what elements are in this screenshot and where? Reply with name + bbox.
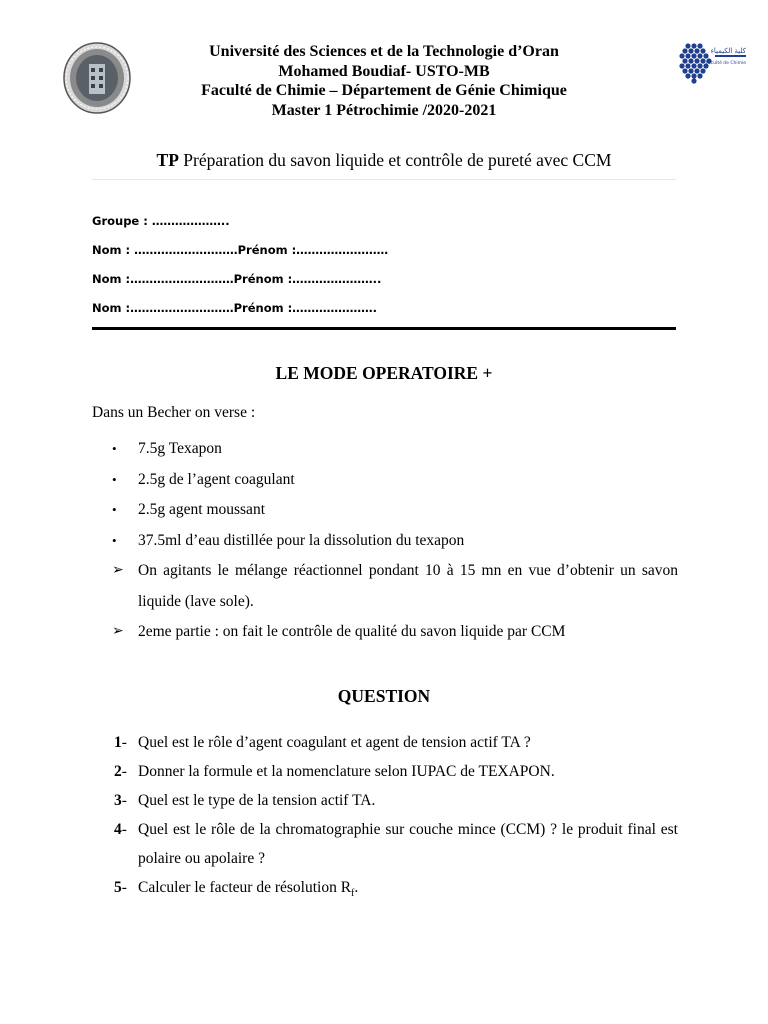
student-info-form — [92, 213, 388, 329]
question-number: 2- — [114, 763, 127, 780]
question-item: 3- Quel est le type de la tension actif TA. — [92, 786, 678, 815]
question-number: 5- — [114, 879, 127, 896]
document-title — [90, 150, 678, 171]
svg-text:Faculté de Chimie: Faculté de Chimie — [705, 61, 746, 66]
question-item: 2- Donner la formule et la nomenclature selon IUPAC de TEXAPON. — [92, 757, 678, 786]
question-number: 1- — [114, 734, 127, 751]
university-logo — [63, 42, 131, 114]
groupe-field: Groupe : ……………….. — [92, 214, 230, 228]
header-program: Master 1 Pétrochimie /2020-2021 — [271, 101, 497, 119]
bullet-icon: • — [112, 502, 117, 517]
list-item: • 37.5ml d’eau distillée pour la dissolution du texapon — [92, 526, 678, 557]
question-item: 4- Quel est le rôle de la chromatographie sur couche mince (CCM) ? le produit final est polaire ou apolaire ? — [92, 815, 678, 873]
ingredient-list — [92, 434, 678, 648]
title-text: Préparation du savon liquide et contrôle de pureté avec CCM — [178, 150, 612, 170]
list-item: • 2.5g de l’agent coagulant — [92, 465, 678, 496]
header-university: Université des Sciences et de la Technologie d’Oran — [209, 43, 559, 60]
header-faculty: Faculté de Chimie – Département de Génie Chimique — [201, 82, 567, 99]
mode-intro: Dans un Becher on verse : — [92, 404, 256, 421]
title-prefix: TP — [156, 150, 179, 170]
question-number: 4- — [114, 821, 127, 838]
header-university-name: Mohamed Boudiaf- USTO-MB — [278, 62, 490, 80]
bullet-icon: • — [112, 532, 117, 548]
question-title: QUESTION — [337, 686, 431, 706]
question-number: 3- — [114, 792, 127, 809]
arrow-bullet-icon: ➢ — [112, 563, 124, 578]
list-item: • 2.5g agent moussant — [92, 495, 678, 526]
step-item: ➢ 2eme partie : on fait le contrôle de qualité du savon liquide par CCM — [92, 617, 678, 648]
name-field-2: Nom :………………………Prénom :………………….. — [92, 272, 382, 286]
bullet-icon: • — [112, 471, 117, 487]
question-item: 1- Quel est le rôle d’agent coagulant et agent de tension actif TA ? — [92, 728, 678, 757]
name-field-3: Nom :………………………Prénom :…………………. — [92, 301, 378, 315]
title-divider — [92, 179, 676, 180]
step-item: ➢ On agitants le mélange réactionnel pondant 10 à 15 mn en vue d’obtenir un savon liquide (lave sole). — [92, 556, 678, 617]
svg-text:كلية الكيمياء: كلية الكيمياء — [710, 47, 746, 55]
institution-header — [150, 42, 618, 120]
bullet-icon: • — [112, 441, 117, 456]
question-item: 5- Calculer le facteur de résolution $R_f$. — [92, 873, 678, 908]
arrow-bullet-icon: ➢ — [112, 624, 124, 639]
form-divider — [92, 327, 676, 330]
question-list — [92, 728, 678, 908]
list-item: • 7.5g Texapon — [92, 434, 678, 465]
name-field-1: Nom : ………………………Prénom :…………………… — [92, 243, 389, 257]
mode-operatoire-title: LE MODE OPERATOIRE + — [275, 363, 493, 383]
faculty-logo — [678, 40, 748, 86]
